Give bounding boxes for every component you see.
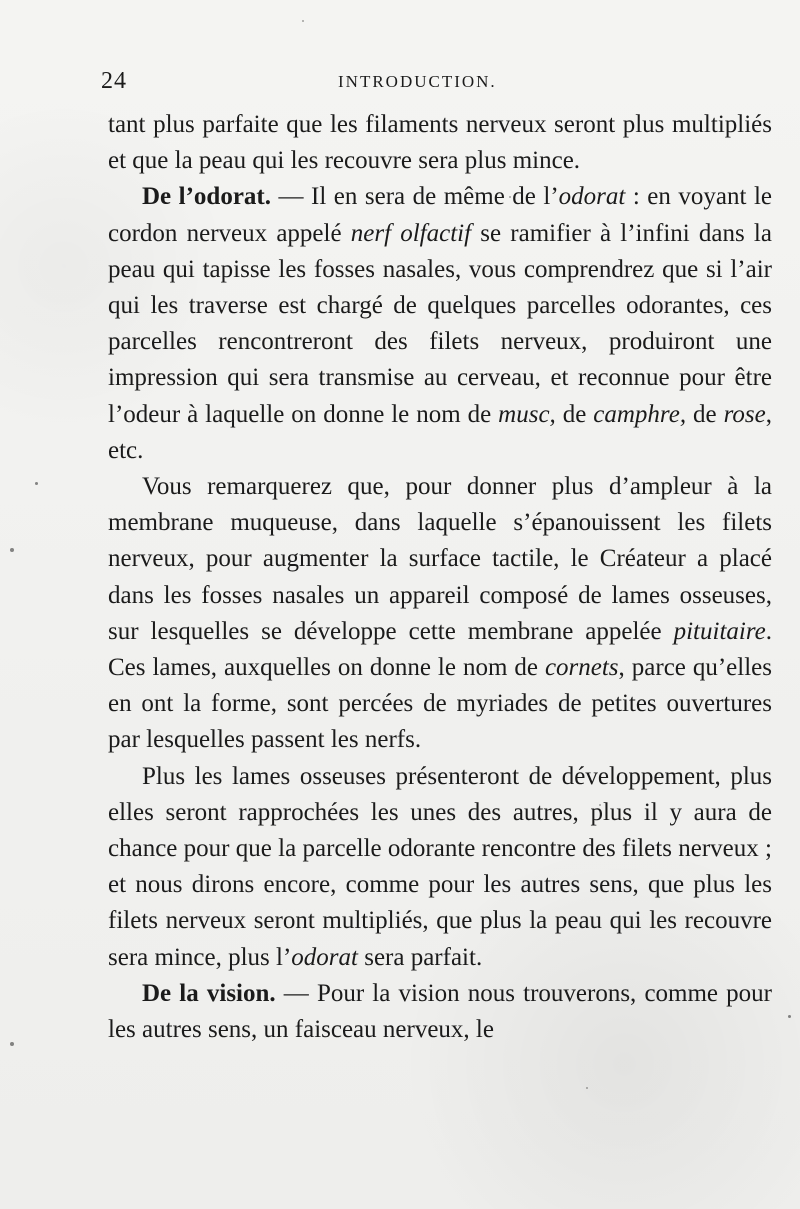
paper-speck [302, 20, 304, 22]
italic-term-odorat: odorat [558, 183, 626, 211]
section-heading-vision: De la vision. [142, 979, 276, 1007]
italic-term-camphre: camphre, [593, 400, 687, 428]
italic-term-odorat-2: odorat [291, 943, 358, 971]
paragraph-odorat-text-d: de [555, 400, 594, 428]
paragraph-odorat-text-a: — Il en sera de même de l’ [271, 183, 559, 211]
italic-term-musc: musc, [498, 400, 556, 428]
paper-speck [654, 526, 656, 528]
margin-speck [10, 1042, 14, 1046]
italic-term-rose: rose [723, 400, 766, 428]
running-head: INTRODUCTION. [338, 72, 497, 91]
page-number: 24 [101, 68, 127, 94]
paragraph-lames-text-a: Plus les lames osseuses présenteront de développement, plus elles seront rapprochées les unes des autres, plus il y aura de chance pour que la parcelle odorante rencontre des filets nerveux ; et nous dirons encore, comme pour les autres sens, que plus les filets nerveux seront multipliés, que plus la peau qui les recouvre sera mince, plus l’ [108, 762, 772, 971]
paragraph-odorat-text-e: de [686, 400, 724, 428]
paragraph-lames-text-b: sera parfait. [357, 943, 483, 971]
paragraph-1 [108, 107, 772, 179]
italic-term-nerf-olfactif: nerf olfactif [350, 219, 472, 247]
paragraph-lames [108, 759, 772, 976]
paragraph-odorat-text-c: se ramifier à l’infini dans la peau qui tapisse les fosses nasales, vous comprendrez que si l’air qui les traverse est chargé de quelques parcelles odorantes, ces parcelles rencontreront des filets nerveux, produiront une impression qui sera transmise au cerveau, et reconnue pour être l’odeur à laquelle on donne le nom de [108, 219, 772, 428]
paragraph-membrane-text-a: Vous remarquerez que, pour donner plus d’ampleur à la membrane muqueuse, dans laquelle s’épanouissent les filets nerveux, pour augmenter la surface tactile, le Créateur a placé dans les fosses nasales un appareil composé de lames osseuses, sur lesquelles se développe cette membrane appelée [108, 473, 772, 645]
paragraph-membrane-text-c: , parce qu’elles en ont la forme, sont percées de myriades de petites ouvertures par lesquelles passent les nerfs. [108, 654, 772, 754]
paragraph-odorat [108, 179, 772, 469]
italic-term-cornets: cornets [544, 654, 619, 682]
paper-speck [599, 804, 601, 806]
margin-speck [35, 482, 38, 485]
paragraph-vision [108, 976, 772, 1048]
section-heading-odorat: De l’odorat. [142, 183, 271, 211]
margin-speck [788, 1015, 791, 1018]
margin-speck [10, 548, 14, 552]
paragraph-odorat-text-f: , etc. [108, 400, 772, 464]
paragraph-membrane [108, 469, 772, 759]
paper-speck [586, 1087, 588, 1089]
body-text [108, 107, 772, 1048]
paper-speck [509, 196, 511, 198]
paragraph-vision-text: — Pour la vision nous trouverons, comme pour les autres sens, un faisceau nerveux, le [108, 979, 772, 1044]
italic-term-pituitaire: pituitaire [673, 617, 766, 645]
page-header [101, 68, 776, 96]
paragraph-membrane-text-b: . Ces lames, auxquelles on donne le nom de [108, 617, 772, 682]
paragraph-1-text: tant plus parfaite que les filaments nerveux seront plus multipliés et que la peau qui les recouvre sera plus mince. [108, 111, 772, 175]
paragraph-odorat-text-b: : en voyant le cordon nerveux appelé [108, 183, 772, 247]
